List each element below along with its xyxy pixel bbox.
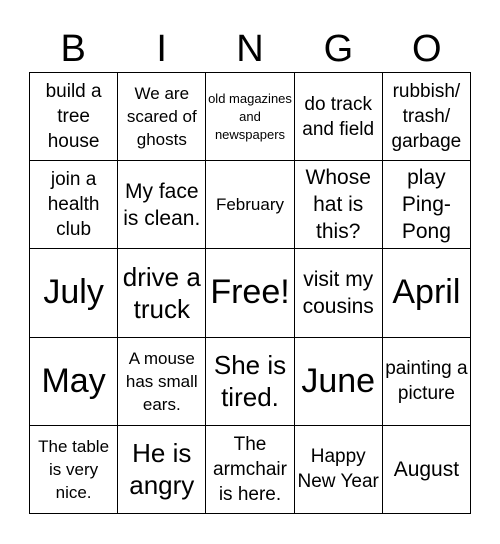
cell-text: old magazines and newspapers bbox=[208, 90, 292, 142]
bingo-cell-r2-c4[interactable] bbox=[295, 161, 383, 249]
cell-text: Free! bbox=[210, 273, 290, 312]
bingo-cell-r3-c4[interactable] bbox=[295, 249, 383, 337]
cell-text: May bbox=[41, 361, 106, 400]
cell-text: painting a picture bbox=[385, 358, 468, 405]
bingo-cell-r3-c2[interactable] bbox=[118, 249, 206, 337]
cell-text: play Ping-Pong bbox=[401, 166, 451, 244]
bingo-cell-r5-c1[interactable] bbox=[30, 426, 118, 514]
bingo-cell-r5-c2[interactable] bbox=[118, 426, 206, 514]
bingo-cell-r5-c5[interactable] bbox=[383, 426, 471, 514]
bingo-cell-r1-c1[interactable] bbox=[30, 73, 118, 161]
bingo-cell-r2-c1[interactable] bbox=[30, 161, 118, 249]
bingo-cell-r3-c3[interactable] bbox=[206, 249, 294, 337]
bingo-cell-r5-c4[interactable] bbox=[295, 426, 383, 514]
cell-text: A mouse has small ears. bbox=[125, 348, 198, 414]
header-letter-b: B bbox=[60, 28, 86, 70]
cell-text: drive a truck bbox=[122, 261, 201, 324]
bingo-board bbox=[29, 72, 471, 514]
cell-text: Happy New Year bbox=[297, 446, 379, 493]
bingo-cell-r1-c2[interactable] bbox=[118, 73, 206, 161]
cell-text: The armchair is here. bbox=[213, 433, 287, 505]
cell-text: build a tree house bbox=[45, 81, 102, 153]
bingo-cell-r1-c3[interactable] bbox=[206, 73, 294, 161]
cell-text: June bbox=[301, 361, 376, 400]
bingo-cell-r4-c1[interactable] bbox=[30, 338, 118, 426]
cell-text: visit my cousins bbox=[302, 267, 374, 318]
cell-text: July bbox=[43, 273, 104, 312]
bingo-cell-r1-c4[interactable] bbox=[295, 73, 383, 161]
cell-text: He is angry bbox=[129, 438, 195, 501]
cell-text: April bbox=[392, 273, 461, 312]
bingo-cell-r3-c5[interactable] bbox=[383, 249, 471, 337]
cell-text: February bbox=[215, 195, 284, 215]
header-letter-i: I bbox=[156, 28, 167, 70]
bingo-cell-r5-c3[interactable] bbox=[206, 426, 294, 514]
cell-text: My face is clean. bbox=[123, 179, 201, 230]
bingo-cell-r1-c5[interactable] bbox=[383, 73, 471, 161]
cell-text: do track and field bbox=[302, 93, 375, 140]
bingo-cell-r3-c1[interactable] bbox=[30, 249, 118, 337]
header-letter-g: G bbox=[323, 28, 354, 70]
bingo-cell-r4-c2[interactable] bbox=[118, 338, 206, 426]
bingo-cell-r4-c5[interactable] bbox=[383, 338, 471, 426]
cell-text: rubbish/ trash/ garbage bbox=[391, 81, 462, 153]
bingo-cell-r2-c3[interactable] bbox=[206, 161, 294, 249]
bingo-cell-r4-c3[interactable] bbox=[206, 338, 294, 426]
header-letter-n: N bbox=[236, 28, 264, 70]
bingo-cell-r2-c2[interactable] bbox=[118, 161, 206, 249]
bingo-cell-r2-c5[interactable] bbox=[383, 161, 471, 249]
cell-text: She is tired. bbox=[213, 350, 287, 413]
bingo-header bbox=[29, 26, 471, 72]
cell-text: We are scared of ghosts bbox=[126, 84, 197, 150]
cell-text: Whose hat is this? bbox=[305, 166, 371, 244]
bingo-cell-r4-c4[interactable] bbox=[295, 338, 383, 426]
header-letter-o: O bbox=[412, 28, 442, 70]
cell-text: The table is very nice. bbox=[38, 436, 110, 502]
cell-text: August bbox=[393, 457, 460, 481]
cell-text: join a health club bbox=[47, 169, 100, 241]
